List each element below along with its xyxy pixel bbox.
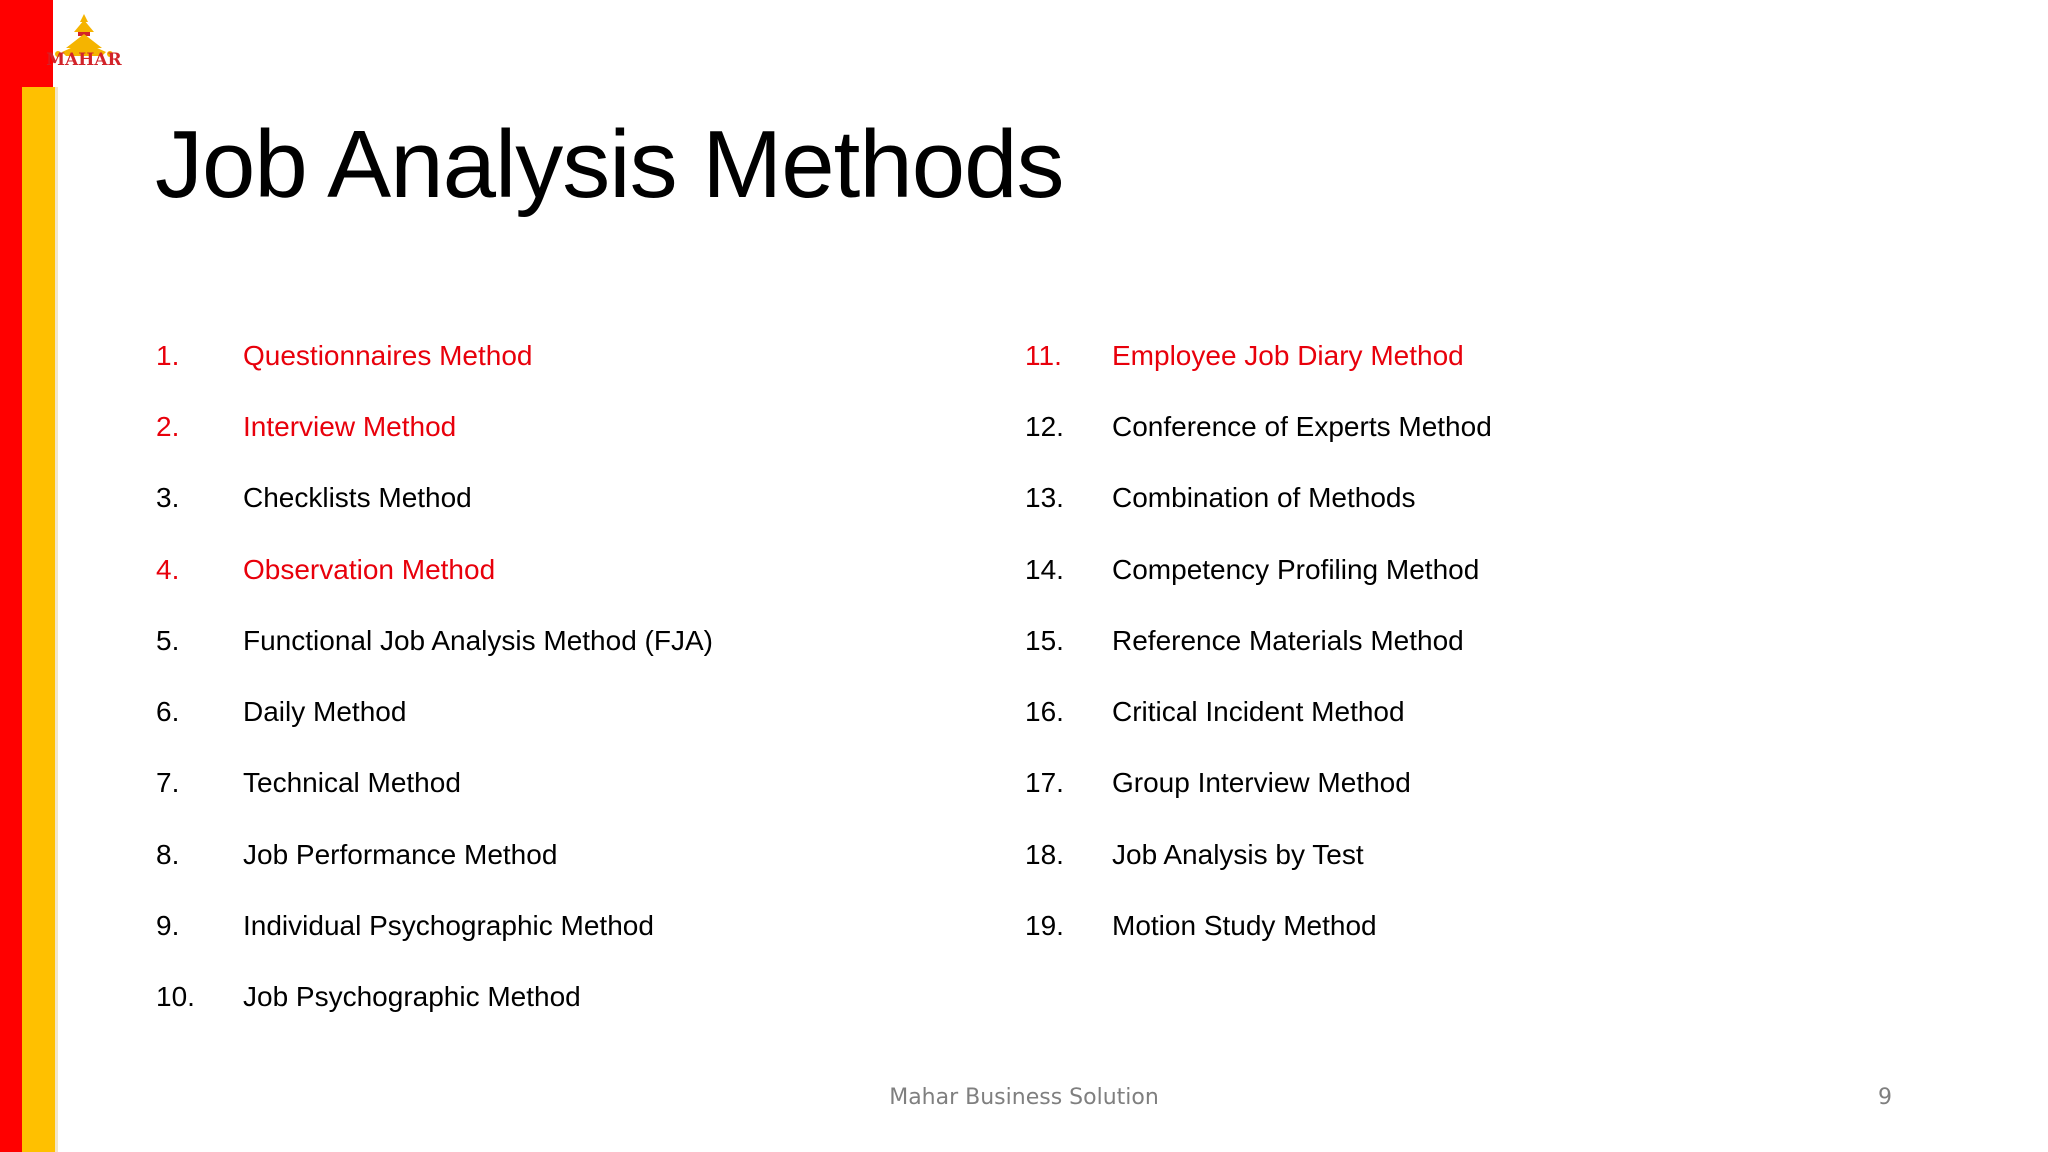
- list-item-number: 3.: [156, 482, 180, 514]
- page-title: Job Analysis Methods: [155, 111, 1064, 218]
- list-item-number: 13.: [1025, 482, 1064, 514]
- list-item-label: Employee Job Diary Method: [1112, 339, 1464, 371]
- list-item: [1025, 534, 1492, 605]
- list-item-label: Critical Incident Method: [1112, 696, 1405, 728]
- list-item-label: Individual Psychographic Method: [243, 910, 654, 942]
- list-item-label: Functional Job Analysis Method (FJA): [243, 624, 713, 656]
- list-item-label: Daily Method: [243, 696, 407, 728]
- list-item-number: 11.: [1025, 339, 1062, 371]
- list-item: [1025, 676, 1492, 747]
- list-item-number: 17.: [1025, 767, 1064, 799]
- list-item-number: 12.: [1025, 410, 1064, 442]
- list-item: [156, 676, 713, 747]
- footer-text: Mahar Business Solution: [889, 1085, 1159, 1110]
- list-item: [1025, 748, 1492, 819]
- list-item-number: 2.: [156, 410, 180, 442]
- list-item-label: Conference of Experts Method: [1112, 410, 1492, 442]
- list-item: [156, 463, 713, 534]
- list-item-label: Motion Study Method: [1112, 910, 1377, 942]
- list-item-number: 16.: [1025, 696, 1064, 728]
- logo-text: MAHAR: [46, 50, 122, 70]
- methods-list-left: [156, 320, 713, 1033]
- list-item-label: Reference Materials Method: [1112, 624, 1464, 656]
- list-item-label: Job Analysis by Test: [1112, 838, 1364, 870]
- list-item: [1025, 391, 1492, 462]
- list-item-number: 10.: [156, 981, 195, 1013]
- list-item-number: 14.: [1025, 553, 1064, 585]
- list-item: [1025, 819, 1492, 890]
- list-item: [1025, 320, 1492, 391]
- list-item: [156, 962, 713, 1033]
- list-item: [1025, 605, 1492, 676]
- list-item-label: Job Performance Method: [243, 838, 558, 870]
- accent-bar-thin: [55, 87, 58, 1152]
- list-item: [1025, 463, 1492, 534]
- list-item-label: Technical Method: [243, 767, 461, 799]
- list-item-number: 6.: [156, 696, 180, 728]
- list-item-number: 7.: [156, 767, 180, 799]
- page-number: 9: [1878, 1085, 1892, 1110]
- list-item-label: Observation Method: [243, 553, 496, 585]
- list-item-number: 19.: [1025, 910, 1064, 942]
- list-item-number: 4.: [156, 553, 180, 585]
- list-item: [156, 819, 713, 890]
- list-item-number: 9.: [156, 910, 180, 942]
- list-item-number: 8.: [156, 838, 180, 870]
- list-item: [156, 748, 713, 819]
- list-item-label: Checklists Method: [243, 482, 472, 514]
- list-item: [156, 605, 713, 676]
- list-item: [156, 890, 713, 961]
- methods-list-right: [1025, 320, 1492, 962]
- list-item: [156, 320, 713, 391]
- list-item-label: Combination of Methods: [1112, 482, 1416, 514]
- list-item: [156, 391, 713, 462]
- list-item-number: 5.: [156, 624, 180, 656]
- list-item-number: 1.: [156, 339, 180, 371]
- list-item-number: 18.: [1025, 838, 1064, 870]
- list-item-label: Group Interview Method: [1112, 767, 1411, 799]
- list-item: [1025, 890, 1492, 961]
- list-item-label: Competency Profiling Method: [1112, 553, 1480, 585]
- list-item-number: 15.: [1025, 624, 1064, 656]
- list-item: [156, 534, 713, 605]
- accent-bar-yellow: [22, 87, 55, 1152]
- list-item-label: Questionnaires Method: [243, 339, 533, 371]
- list-item-label: Interview Method: [243, 410, 457, 442]
- list-item-label: Job Psychographic Method: [243, 981, 581, 1013]
